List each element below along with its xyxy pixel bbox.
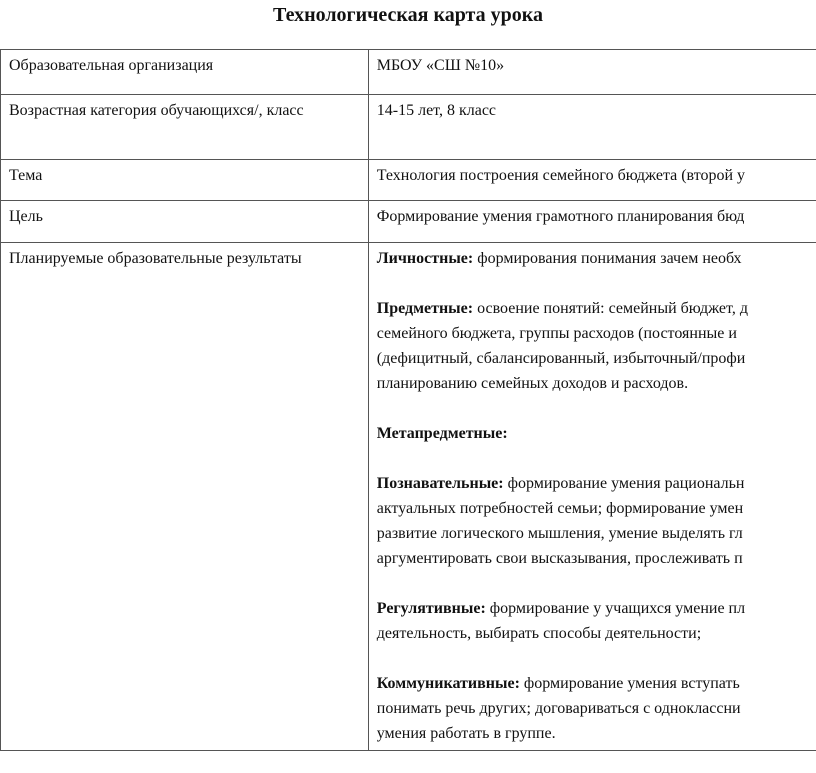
- communicative-line: понимать речь других; договариваться с одноклассни: [376, 700, 741, 717]
- table-row: [1, 243, 816, 751]
- regulatory-line: деятельность, выбирать способы деятельности;: [376, 625, 702, 642]
- value-organization: МБОУ «СШ №10»: [368, 50, 816, 95]
- communicative-heading: Коммуникативные:: [376, 675, 520, 692]
- label-goal: Цель: [1, 201, 369, 243]
- subject-heading: Предметные:: [376, 300, 474, 317]
- label-topic: Тема: [1, 160, 369, 201]
- personal-results: [377, 246, 816, 271]
- personal-heading: Личностные:: [376, 250, 474, 267]
- meta-heading: Метапредметные:: [376, 425, 508, 442]
- subject-line: семейного бюджета, группы расходов (постоянные и: [376, 325, 737, 342]
- subject-line: освоение понятий: семейный бюджет, д: [473, 300, 748, 317]
- cognitive-results: [377, 471, 816, 496]
- table-row: [1, 201, 816, 243]
- label-organization: Образовательная организация: [1, 50, 369, 95]
- table-row: [1, 50, 816, 95]
- value-age-category: 14-15 лет, 8 класс: [368, 95, 816, 160]
- table-row: [1, 160, 816, 201]
- communicative-line: умения работать в группе.: [376, 725, 556, 742]
- cognitive-line: аргументировать свои высказывания, прослеживать п: [376, 550, 743, 567]
- value-topic: Технология построения семейного бюджета (второй у: [368, 160, 816, 201]
- label-age-category: Возрастная категория обучающихся/, класс: [1, 95, 369, 160]
- cognitive-line: развитие логического мышления, умение выделять гл: [376, 525, 743, 542]
- subject-line: (дефицитный, сбалансированный, избыточный/профи: [376, 350, 746, 367]
- subject-line: планированию семейных доходов и расходов.: [376, 375, 689, 392]
- regulatory-line: формирование у учащихся умение пл: [485, 600, 746, 617]
- meta-results-heading: [377, 421, 816, 446]
- lesson-map-table: [0, 49, 816, 751]
- cognitive-line: формирование умения рациональн: [503, 475, 745, 492]
- regulatory-heading: Регулятивные:: [376, 600, 486, 617]
- personal-text: формирования понимания зачем необх: [473, 250, 742, 267]
- label-planned-results: Планируемые образовательные результаты: [1, 243, 369, 751]
- regulatory-results: [377, 596, 816, 621]
- communicative-line: формирование умения вступать: [519, 675, 740, 692]
- document-title: Технологическая карта урока: [273, 4, 543, 26]
- value-planned-results: [368, 243, 816, 751]
- cognitive-line: актуальных потребностей семьи; формирование умен: [376, 500, 744, 517]
- communicative-results: [377, 671, 816, 696]
- value-goal: Формирование умения грамотного планирования бюд: [368, 201, 816, 243]
- table-row: [1, 95, 816, 160]
- cognitive-heading: Познавательные:: [376, 475, 504, 492]
- subject-results: [377, 296, 816, 321]
